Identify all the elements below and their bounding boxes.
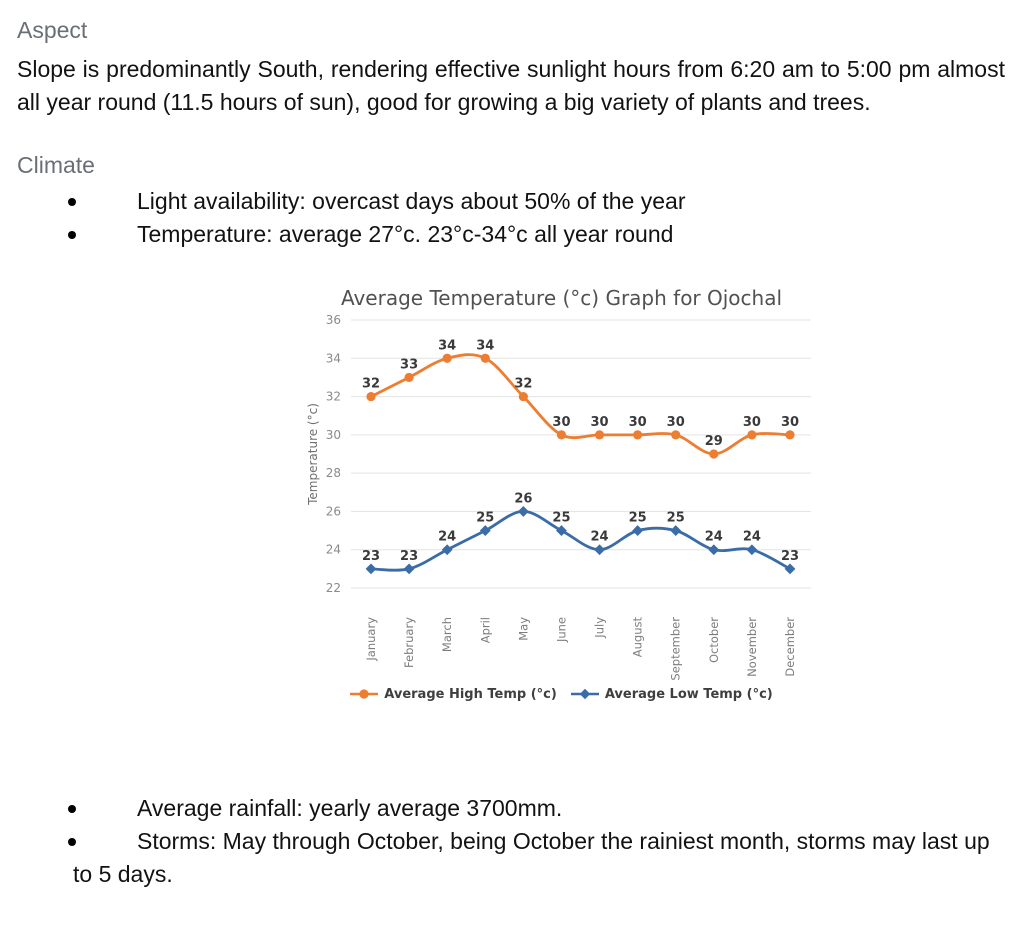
x-tick-label: April [478,617,493,644]
data-point-label: 30 [742,414,761,430]
data-point-label: 34 [476,338,495,354]
y-tick-label: 32 [325,389,341,404]
data-point-label: 25 [552,510,571,526]
y-tick-label: 36 [325,313,341,327]
x-tick-label: December [783,617,797,677]
data-point-marker [519,392,528,401]
temperature-chart [304,285,819,702]
legend-item [571,687,773,702]
data-point-marker [747,430,756,439]
list-item [17,185,1005,218]
data-point-label: 23 [400,548,419,564]
data-point-marker [632,525,643,536]
data-point-marker [785,563,796,574]
data-point-marker [785,430,794,439]
bullet-icon [68,805,76,813]
data-point-marker [404,563,415,574]
x-tick-label: July [592,617,607,638]
data-point-label: 25 [666,510,685,526]
data-point-marker [557,430,566,439]
data-point-marker [481,354,490,363]
legend-label: Average High Temp (°c) [384,686,557,702]
data-point-label: 26 [514,491,533,507]
legend-label: Average Low Temp (°c) [604,686,773,702]
aspect-paragraph: Slope is predominantly South, rendering effective sunlight hours from 6:20 am to 5:00 pm almost all year round (11.5 hours of sun), good for growing a big variety of plants and trees. [17,56,1005,115]
data-point-marker [594,544,605,555]
x-tick-label: October [706,617,721,664]
x-tick-label: February [402,617,417,668]
data-point-label: 33 [400,357,419,373]
data-point-label: 24 [438,529,457,545]
aspect-heading: Aspect [17,17,88,43]
y-tick-label: 30 [325,427,341,442]
data-point-label: 34 [438,338,457,354]
data-point-label: 30 [780,414,800,430]
data-point-label: 30 [590,414,609,430]
data-point-marker [443,354,452,363]
list-item-text: Temperature: average 27°c. 23°c-34°c all year round [137,221,674,247]
rainfall-bullet-list [17,792,1005,891]
chart-plot-area [304,311,819,686]
list-item [17,792,1005,825]
climate-bullet-list [17,185,1005,251]
list-item-text: Average rainfall: yearly average 3700mm. [137,795,563,821]
data-point-marker [404,373,413,382]
data-point-label: 24 [742,529,761,545]
data-point-marker [709,449,718,458]
list-item-text: Light availability: overcast days about 50% of the year [137,188,686,214]
data-point-label: 24 [590,529,609,545]
list-item [17,825,1005,891]
bullet-icon [68,231,76,239]
data-point-marker [556,525,567,536]
x-tick-label: November [744,617,759,677]
data-point-marker [366,392,375,401]
x-tick-label: September [668,617,683,681]
data-point-label: 24 [704,529,723,545]
data-point-label: 32 [514,376,533,392]
y-tick-label: 34 [325,351,341,366]
data-point-label: 29 [704,434,723,449]
bullet-icon [68,838,76,846]
data-point-marker [442,544,453,555]
data-point-label: 30 [628,414,647,430]
x-tick-label: May [516,617,531,641]
climate-heading: Climate [17,152,95,178]
legend-diamond-marker-icon [571,688,599,700]
list-item [17,218,1005,251]
list-item-text: Storms: May through October, being October the rainiest month, storms may last up to 5 days. [73,828,990,887]
y-tick-label: 22 [325,581,341,595]
data-point-label: 25 [476,510,495,526]
y-tick-label: 26 [325,504,341,519]
data-point-label: 32 [361,376,381,392]
series-line-high [371,355,790,454]
chart-title: Average Temperature (°c) Graph for Ojochal [340,286,783,310]
x-tick-label: March [440,617,455,653]
y-tick-label: 28 [325,466,341,481]
data-point-label: 25 [628,510,647,526]
data-point-marker [671,430,680,439]
data-point-marker [633,430,642,439]
data-point-marker [670,525,681,536]
chart-legend [304,686,819,702]
data-point-marker [518,506,529,517]
data-point-label: 23 [780,548,800,564]
series-line-low [371,511,790,570]
data-point-label: 30 [666,414,685,430]
x-tick-label: June [554,617,569,643]
legend-item [350,687,557,702]
y-axis-title: Temperature (°c) [306,403,320,505]
data-point-marker [480,525,491,536]
bullet-icon [68,198,76,206]
data-point-label: 23 [361,548,381,564]
x-tick-label: January [364,617,378,661]
legend-circle-marker-icon [350,688,378,700]
y-tick-label: 24 [325,542,341,557]
data-point-marker [366,563,377,574]
x-tick-label: August [630,617,645,658]
data-point-label: 30 [552,414,571,430]
data-point-marker [708,544,719,555]
data-point-marker [747,544,758,555]
data-point-marker [595,430,604,439]
